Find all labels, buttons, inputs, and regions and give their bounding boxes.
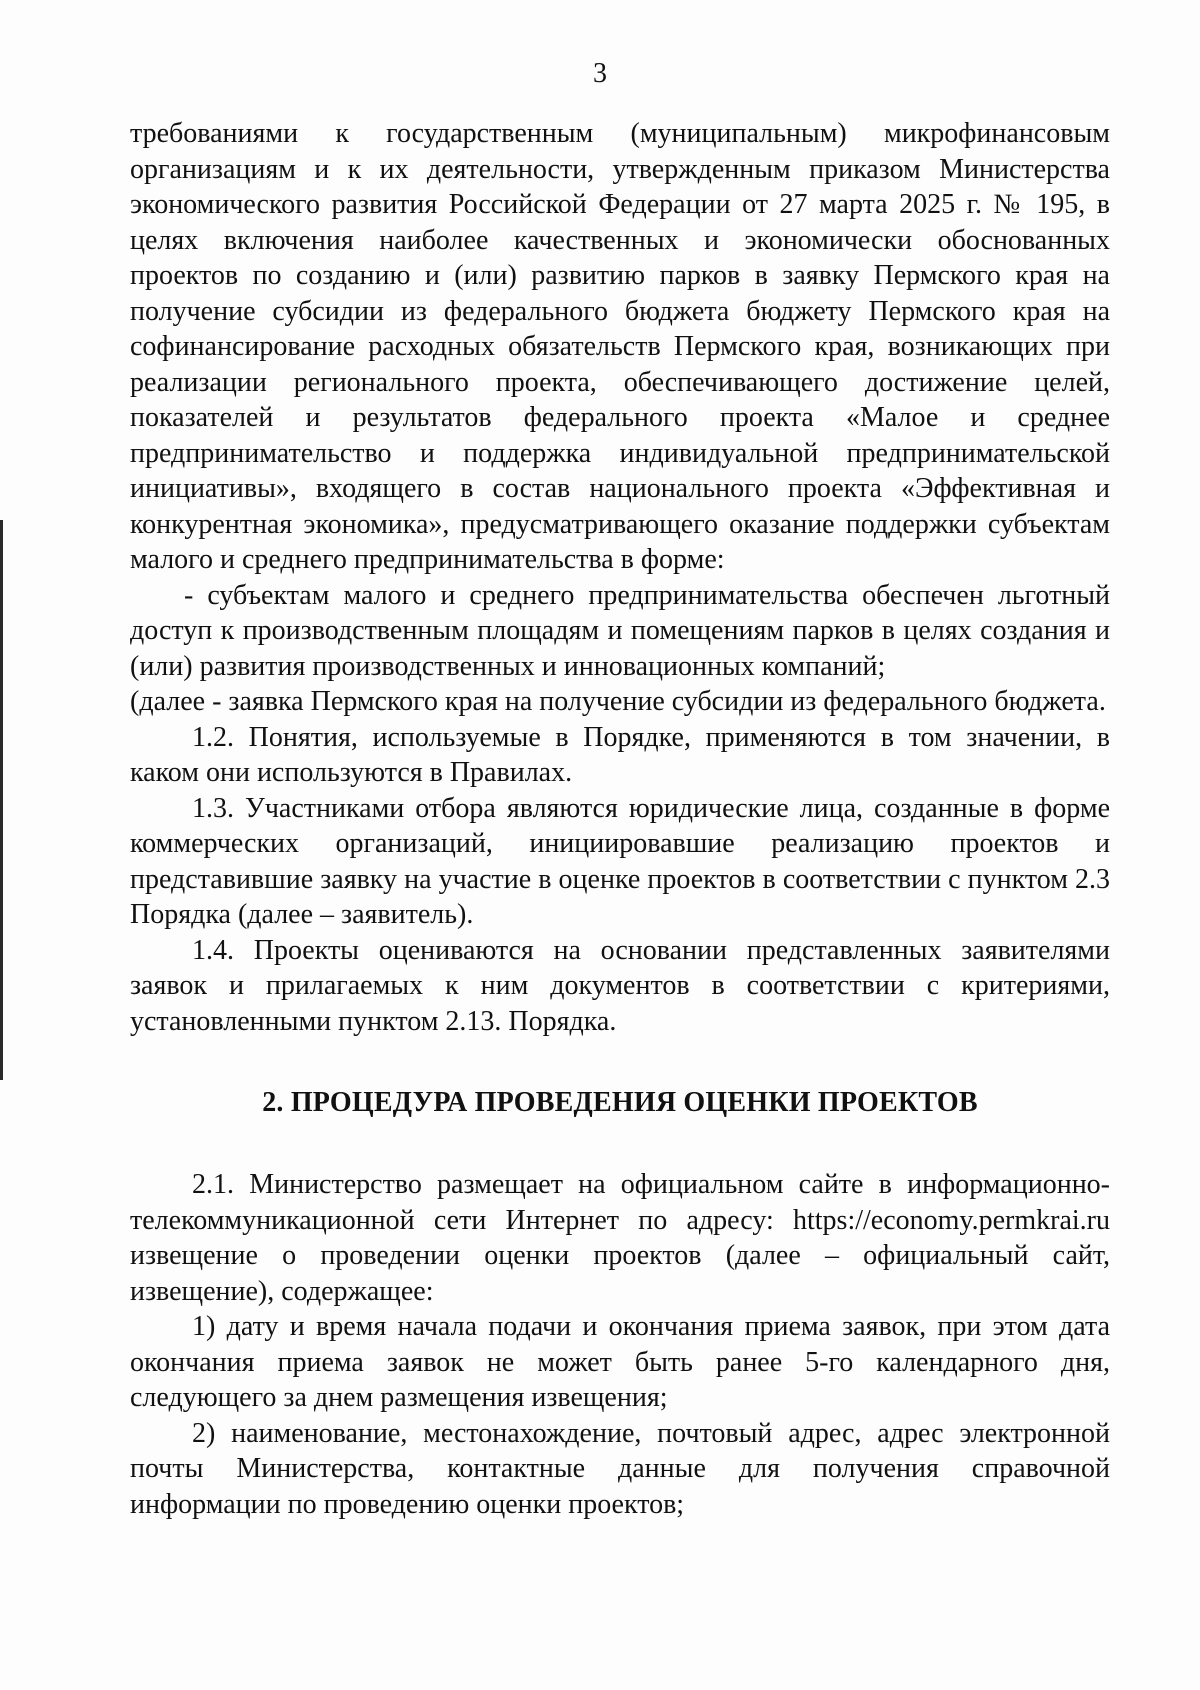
paragraph-2-1-item-1: 1) дату и время начала подачи и окончания приема заявок, при этом дата окончания приема заявок не может быть ранее 5-го календарного дня, следующего за днем размещения извещения;	[130, 1311, 1110, 1413]
paragraph-2-1: 2.1. Министерство размещает на официальном сайте в информационно-телекоммуникационной сети Интернет по адресу: https://economy.permkrai.ru извещение о проведении оценки проектов (далее – официальный сайт, извещение), содержащее:	[130, 1169, 1110, 1307]
scan-edge-mark	[0, 520, 3, 1080]
paragraph-1-3: 1.3. Участниками отбора являются юридические лица, созданные в форме коммерческих организаций, инициировавшие реализацию проектов и представившие заявку на участие в оценке проектов в соответствии с пунктом 2.3 Порядка (далее – заявитель).	[130, 792, 1110, 930]
paragraph-1-2: 1.2. Понятия, используемые в Порядке, применяются в том значении, в каком они используются в Правилах.	[130, 721, 1110, 788]
page-number: 3	[593, 58, 607, 89]
paragraph-application-definition: (далее - заявка Пермского края на получение субсидии из федерального бюджета.	[130, 686, 1106, 717]
paragraph-1-4: 1.4. Проекты оцениваются на основании представленных заявителями заявок и прилагаемых к ним документов в соответствии с критериями, установленными пунктом 2.13. Порядка.	[130, 934, 1110, 1037]
paragraph-2-1-item-2: 2) наименование, местонахождение, почтовый адрес, адрес электронной почты Министерства, контактные данные для получения справочной информации по проведению оценки проектов;	[130, 1417, 1110, 1520]
section-heading: 2. ПРОЦЕДУРА ПРОВЕДЕНИЯ ОЦЕНКИ ПРОЕКТОВ	[262, 1087, 978, 1118]
paragraph-support-form-item: - субъектам малого и среднего предпринимательства обеспечен льготный доступ к производственным площадям и помещениям парков в целях создания и (или) развития производственных и инновационных компаний;	[130, 579, 1110, 682]
paragraph-requirements-continuation: требованиями к государственным (муниципальным) микрофинансовым организациям и к их деятельности, утвержденным приказом Министерства экономического развития Российской Федерации от 27 марта 2025 г. № 195, в целях включения наиболее качественных и экономически обоснованных проектов по созданию и (или) развитию парков в заявку Пермского края на получение субсидии из федерального бюджета бюджету Пермского края на софинансирование расходных обязательств Пермского края, возникающих при реализации регионального проекта, обеспечивающего достижение целей, показателей и результатов федерального проекта «Малое и среднее предпринимательство и поддержка индивидуальной предпринимательской инициативы», входящего в состав национального проекта «Эффективная и конкурентная экономика», предусматривающего оказание поддержки субъектам малого и среднего предпринимательства в форме:	[130, 118, 1110, 575]
document-body	[130, 116, 1110, 1522]
